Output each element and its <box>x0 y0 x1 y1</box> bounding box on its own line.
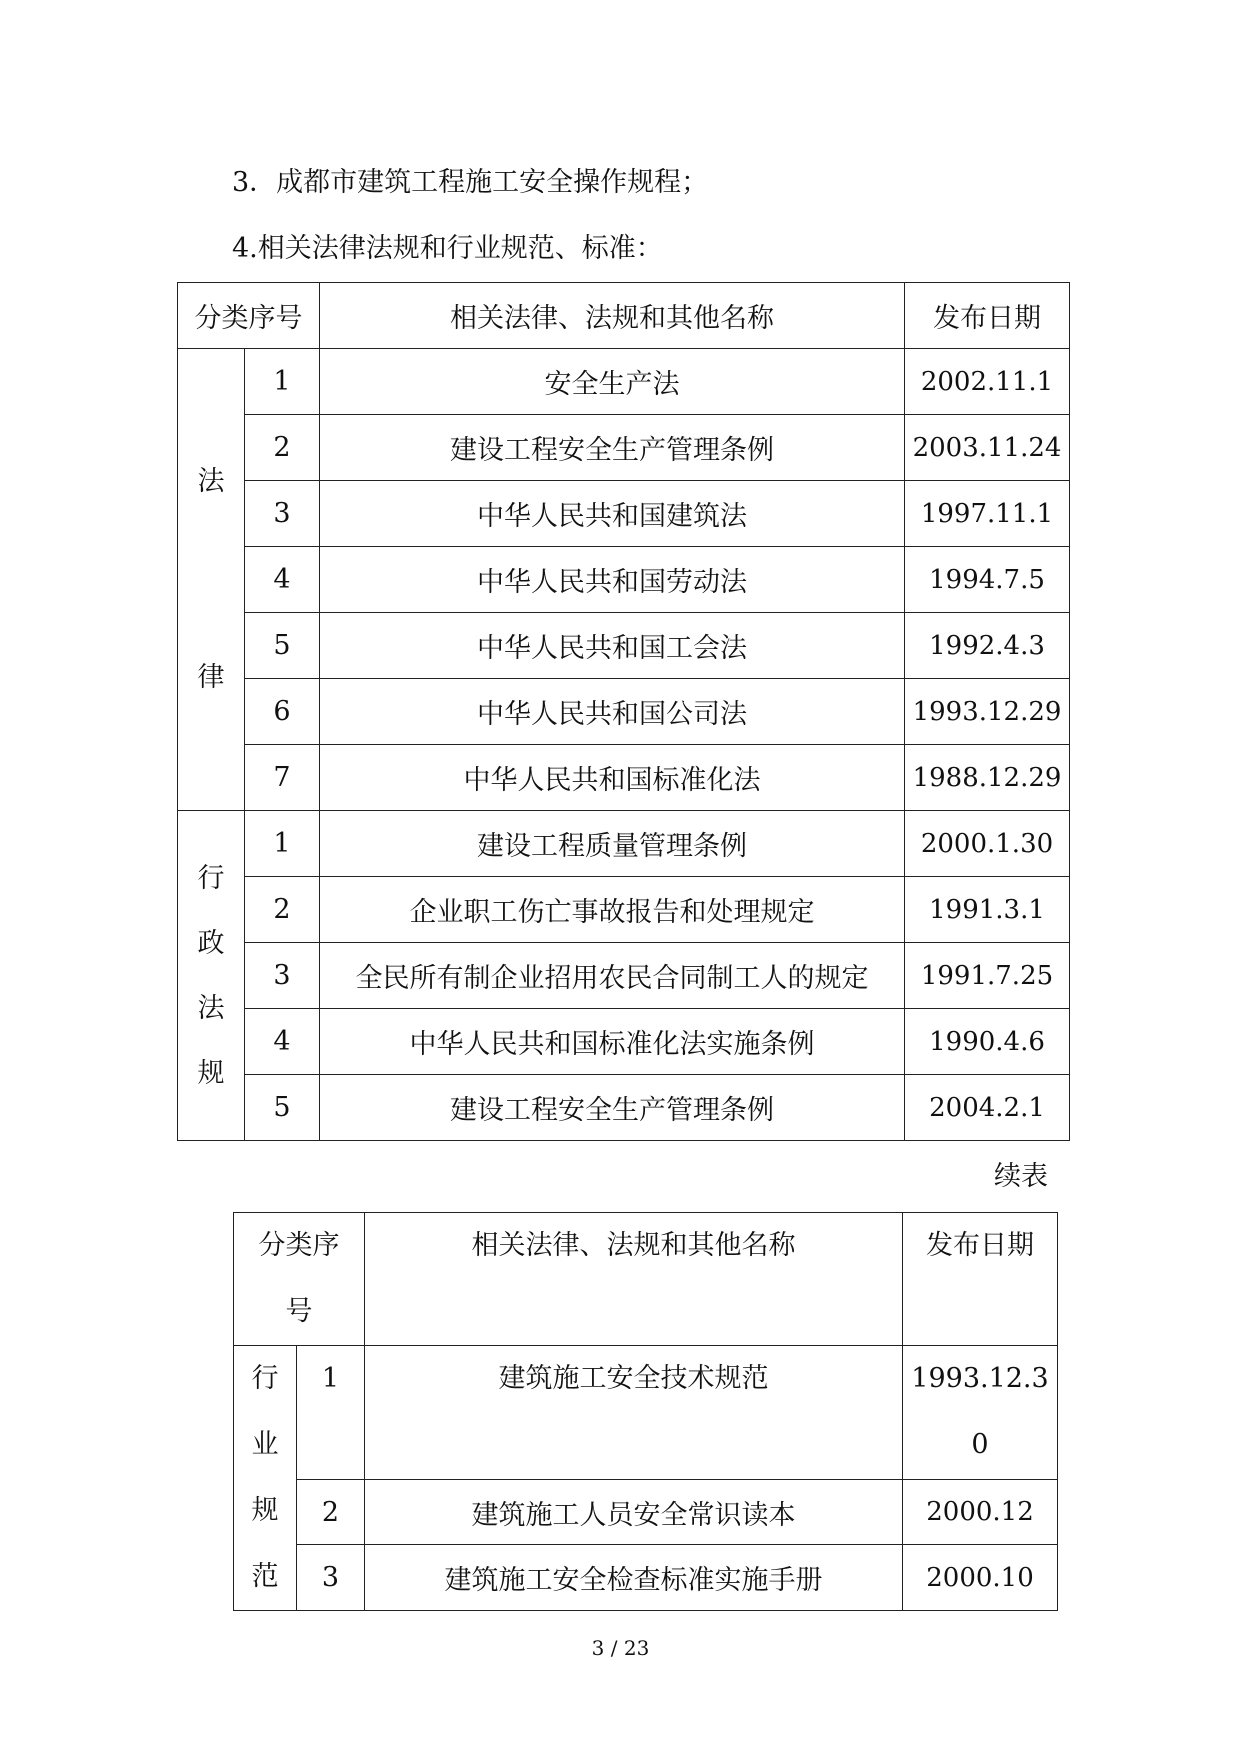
row-number: 2 <box>245 415 320 481</box>
row-date: 1991.7.25 <box>905 943 1070 1009</box>
row-number: 3 <box>297 1545 365 1611</box>
page-number: 3 / 23 <box>591 1636 650 1660</box>
row-number: 6 <box>245 679 320 745</box>
row-date: 2003.11.24 <box>905 415 1070 481</box>
paragraph-item-4: 4.相关法律法规和行业规范、标准： <box>232 233 663 264</box>
row-date: 2000.10 <box>903 1545 1058 1611</box>
row-date: 1997.11.1 <box>905 481 1070 547</box>
table-row <box>178 1075 1070 1141</box>
header-category-line: 号 <box>285 1296 313 1327</box>
category-char: 法 <box>197 992 225 1024</box>
row-number: 2 <box>297 1480 365 1545</box>
table-row <box>178 745 1070 811</box>
category-admin <box>178 811 245 1141</box>
regulations-table <box>177 282 1070 1141</box>
table-row <box>178 349 1070 415</box>
table-row <box>178 943 1070 1009</box>
table-row <box>234 1346 1058 1480</box>
row-date: 2004.2.1 <box>905 1075 1070 1141</box>
row-number: 2 <box>245 877 320 943</box>
row-name: 建设工程安全生产管理条例 <box>320 415 905 481</box>
row-name: 安全生产法 <box>320 349 905 415</box>
row-date: 1988.12.29 <box>905 745 1070 811</box>
paragraph-item-3: 3．成都市建筑工程施工安全操作规程； <box>232 167 709 198</box>
category-char: 律 <box>197 661 225 693</box>
row-name: 中华人民共和国标准化法 <box>320 745 905 811</box>
row-date: 1990.4.6 <box>905 1009 1070 1075</box>
row-number: 3 <box>245 481 320 547</box>
table-row <box>178 481 1070 547</box>
table-row <box>178 679 1070 745</box>
row-name: 建筑施工安全检查标准实施手册 <box>365 1545 903 1611</box>
table-header-row <box>178 283 1070 349</box>
header-name: 相关法律、法规和其他名称 <box>320 283 905 349</box>
header-name-text: 相关法律、法规和其他名称 <box>471 1230 796 1261</box>
category-char: 规 <box>197 1057 225 1089</box>
table-row <box>178 415 1070 481</box>
row-number: 5 <box>245 613 320 679</box>
row-number: 3 <box>245 943 320 1009</box>
row-date-line: 1993.12.3 <box>911 1363 1049 1394</box>
row-name: 中华人民共和国建筑法 <box>320 481 905 547</box>
row-name: 中华人民共和国公司法 <box>320 679 905 745</box>
row-date: 1991.3.1 <box>905 877 1070 943</box>
row-number: 1 <box>297 1346 365 1480</box>
table-row <box>178 613 1070 679</box>
header-category-line: 分类序 <box>258 1230 340 1261</box>
header-date-text: 发布日期 <box>926 1230 1034 1261</box>
row-name: 企业职工伤亡事故报告和处理规定 <box>320 877 905 943</box>
row-date: 2000.1.30 <box>905 811 1070 877</box>
header-name <box>365 1213 903 1346</box>
row-name: 建筑施工安全技术规范 <box>365 1346 903 1480</box>
row-name: 建设工程安全生产管理条例 <box>320 1075 905 1141</box>
row-date: 1992.4.3 <box>905 613 1070 679</box>
row-date: 2000.12 <box>903 1480 1058 1545</box>
category-law <box>178 349 245 811</box>
table-row <box>178 547 1070 613</box>
row-date: 1993.12.29 <box>905 679 1070 745</box>
table-header-row <box>234 1213 1058 1346</box>
row-number: 1 <box>245 349 320 415</box>
row-date: 1994.7.5 <box>905 547 1070 613</box>
row-number: 7 <box>245 745 320 811</box>
category-char: 行 <box>197 862 225 894</box>
category-char: 范 <box>251 1561 279 1592</box>
header-date: 发布日期 <box>905 283 1070 349</box>
regulations-table-continued <box>233 1212 1058 1611</box>
row-number: 5 <box>245 1075 320 1141</box>
row-name: 全民所有制企业招用农民合同制工人的规定 <box>320 943 905 1009</box>
category-char: 业 <box>251 1429 279 1460</box>
row-name: 建筑施工人员安全常识读本 <box>365 1480 903 1545</box>
row-number: 4 <box>245 1009 320 1075</box>
table-row <box>234 1480 1058 1545</box>
table-row <box>178 1009 1070 1075</box>
header-category <box>234 1213 365 1346</box>
row-name: 中华人民共和国工会法 <box>320 613 905 679</box>
category-char: 行 <box>251 1363 279 1394</box>
row-number: 1 <box>245 811 320 877</box>
header-category: 分类序号 <box>178 283 320 349</box>
row-date: 2002.11.1 <box>905 349 1070 415</box>
row-name: 建设工程质量管理条例 <box>320 811 905 877</box>
table-row <box>178 811 1070 877</box>
category-industry <box>234 1346 297 1611</box>
row-name: 中华人民共和国标准化法实施条例 <box>320 1009 905 1075</box>
row-name: 中华人民共和国劳动法 <box>320 547 905 613</box>
row-date-line: 0 <box>971 1429 989 1460</box>
category-char: 规 <box>251 1495 279 1526</box>
category-char: 法 <box>197 465 225 497</box>
row-number: 4 <box>245 547 320 613</box>
header-date <box>903 1213 1058 1346</box>
table-row <box>234 1545 1058 1611</box>
table-row <box>178 877 1070 943</box>
continued-label: 续表 <box>994 1161 1048 1192</box>
row-date <box>903 1346 1058 1480</box>
category-char: 政 <box>197 927 225 959</box>
